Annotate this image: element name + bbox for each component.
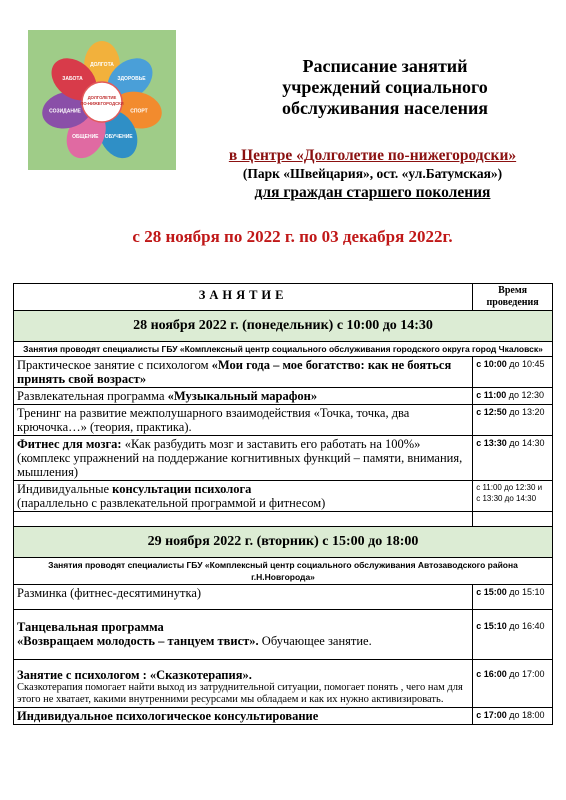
logo: [28, 30, 176, 170]
svg-text:ДОЛГОЛЕТИЕ: ДОЛГОЛЕТИЕ: [87, 95, 117, 100]
activity-cell: [14, 660, 473, 708]
time-cell: [473, 585, 553, 610]
spacer: [473, 512, 553, 527]
time-range: с 17:00 до 18:00: [476, 710, 545, 720]
activity-cell: [14, 388, 473, 405]
title-line: обслуживания населения: [281, 98, 489, 118]
audience: для граждан старшего поколения: [254, 184, 491, 201]
activity-text: Развлекательная программа «Музыкальный марафон»: [17, 389, 318, 403]
table-row: [14, 388, 553, 405]
table-row: [14, 610, 553, 660]
activity-title: Танцевальная программа: [17, 620, 164, 634]
activity-text: Практическое занятие с психологом «Мои года – мое богатство: как не бояться принять свой возраст»: [17, 358, 452, 386]
activity-subtitle: «Возвращаем молодость – танцуем твист».: [17, 634, 259, 648]
page-title: [220, 56, 550, 119]
time-cell: [473, 357, 553, 388]
day-heading: 28 ноября 2022 г. (понедельник) с 10:00 до 14:30: [14, 311, 553, 342]
petal-label: ДОЛГОТА: [90, 62, 114, 68]
time-text: с 13:30 до 14:30: [476, 494, 537, 503]
col-time-header: Время проведения: [473, 284, 553, 311]
schedule-table: [13, 283, 553, 725]
time-cell: [473, 436, 553, 481]
activity-cell: [14, 610, 473, 660]
time-range: с 13:30 до 14:30: [476, 438, 545, 448]
time-cell: [473, 610, 553, 660]
time-text: с 11:00 до 12:30 и: [476, 483, 543, 492]
time-cell: [473, 708, 553, 725]
svg-text:ПО-НИЖЕГОРОДСКИ: ПО-НИЖЕГОРОДСКИ: [80, 101, 124, 106]
table-row: [14, 357, 553, 388]
petal-label: ЗАБОТА: [62, 76, 83, 83]
activity-cell: Тренинг на развитие межполушарного взаимодействия «Точка, точка, два крючочка…» (теория, практика).: [14, 405, 473, 436]
center-name: в Центре «Долголетие по-нижегородски»: [228, 147, 517, 164]
activity-text: Индивидуальные консультации психолога (параллельно с развлекательной программой и фитнесом): [17, 482, 326, 510]
flower-logo-icon: [28, 30, 176, 170]
table-row: [14, 405, 553, 436]
time-range: с 11:00 до 12:30: [476, 390, 545, 400]
petal-label: ЗДОРОВЬЕ: [117, 76, 146, 83]
time-range: с 10:00 до 10:45: [476, 359, 545, 369]
activity-cell: [14, 481, 473, 512]
petal-label: ОБЩЕНИЕ: [72, 134, 99, 141]
table-row: [14, 436, 553, 481]
day-heading: 29 ноября 2022 г. (вторник) с 15:00 до 18:00: [14, 527, 553, 558]
activity-cell: [14, 357, 473, 388]
time-from: с 11:00: [476, 390, 507, 400]
time-from: с 15:00: [476, 587, 507, 597]
title-line: Расписание занятий: [302, 56, 468, 76]
time-from: с 10:00: [476, 359, 507, 369]
time-range: с 15:10 до 16:40: [476, 621, 545, 631]
activity-cell: Индивидуальное психологическое консультирование: [14, 708, 473, 725]
time-cell: [473, 660, 553, 708]
activity-cell: [14, 436, 473, 481]
table-row: [14, 585, 553, 610]
petal-label: ОБУЧЕНИЕ: [104, 134, 133, 141]
time-from: с 12:50: [476, 407, 507, 417]
title-line: учреждений социального: [282, 77, 488, 97]
table-row: [14, 660, 553, 708]
time-range: с 12:50 до 13:20: [476, 407, 545, 417]
activity-title: Занятие с психологом : «Сказкотерапия».: [17, 668, 252, 682]
activity-cell: Разминка (фитнес-десятиминутка): [14, 585, 473, 610]
activity-text: Фитнес для мозга: «Как разбудить мозг и заставить его работать на 100%» (комплекс упражнений на поддержание когнитивных функций – памяти, внимания, мышления): [17, 437, 463, 479]
table-row: [14, 481, 553, 512]
activity-note: Обучающее занятие.: [258, 634, 372, 648]
time-range: с 16:00 до 17:00: [476, 669, 545, 679]
table-header-row: [14, 284, 553, 311]
time-cell: [473, 481, 553, 512]
petal-label: СПОРТ: [130, 108, 148, 115]
organizer: Занятия проводят специалисты ГБУ «Комплексный центр социального обслуживания городского округа город Чкаловск»: [14, 342, 553, 357]
table-row: [14, 708, 553, 725]
time-cell: [473, 388, 553, 405]
spacer: [14, 512, 473, 527]
petal-label: СОЗИДАНИЕ: [49, 108, 81, 115]
time-cell: [473, 405, 553, 436]
time-from: с 16:00: [476, 669, 507, 679]
time-from: с 17:00: [476, 710, 507, 720]
organizer: Занятия проводят специалисты ГБУ «Комплексный центр социального обслуживания Автозаводского района г.Н.Новгорода»: [14, 558, 553, 585]
date-range: с 28 ноября по 2022 г. по 03 декабря 2022г.: [132, 227, 453, 246]
activity-description: Сказкотерапия помогает найти выход из затруднительной ситуации, помогает понять , чего нам для этого не хватает, какими внутренними ресурсами мы обладаем и как их нужно активизировать.: [17, 682, 463, 705]
time-from: с 15:10: [476, 621, 507, 631]
time-from: с 13:30: [476, 438, 507, 448]
col-activity-header: ЗАНЯТИЕ: [14, 284, 473, 311]
time-range: с 15:00 до 15:10: [476, 587, 545, 597]
park-location: (Парк «Швейцария», ост. «ул.Батумская»): [242, 166, 503, 181]
